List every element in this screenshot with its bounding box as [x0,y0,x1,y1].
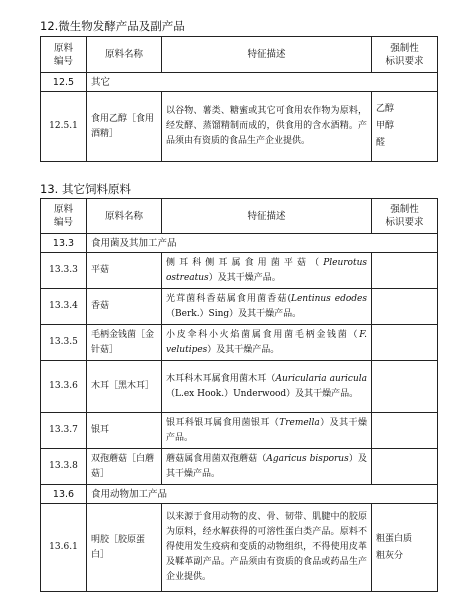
row-desc: 木耳科木耳属食用菌木耳（Auricularia auricula（L.ex Hook.）Underwood）及其干燥产品。 [162,361,372,413]
group-id: 13.6 [41,485,87,504]
row-req [372,253,438,289]
row-name: 木耳［黑木耳］ [87,361,162,413]
header-name: 原料名称 [87,199,162,234]
header-req: 强制性 标识要求 [372,199,438,234]
row-name: 银耳 [87,413,162,449]
table-row [41,504,438,592]
latin-name: F. velutipes [166,329,367,355]
table-row [41,92,438,162]
table-section-12 [40,36,438,162]
row-req [372,289,438,325]
header-req: 强制性 标识要求 [372,37,438,73]
header-id: 原料 编号 [41,199,87,234]
group-name: 食用菌及其加工产品 [87,234,438,253]
row-id: 13.3.6 [41,361,87,413]
table-row [41,361,438,413]
row-id: 13.6.1 [41,504,87,592]
section-13-title: 13. 其它饲料原料 [40,182,131,196]
latin-name: Auricularia auricula [275,373,367,384]
table-row [41,289,438,325]
row-id: 13.3.3 [41,253,87,289]
row-id: 13.3.7 [41,413,87,449]
header-desc: 特征描述 [162,199,372,234]
row-req [372,413,438,449]
group-row [41,73,438,92]
row-req: 粗蛋白质 粗灰分 [372,504,438,592]
group-row [41,234,438,253]
latin-name: Tremella [279,417,320,428]
row-desc: 光茸菌科香菇属食用菌香菇(Lentinus edodes（Berk.）Sing）及其干燥产品。 [162,289,372,325]
row-name: 毛柄金钱菌［金针菇］ [87,325,162,361]
latin-name: Agaricus bisporus [266,453,349,464]
table-row [41,413,438,449]
group-name: 其它 [87,73,438,92]
table-row [41,325,438,361]
row-desc: 侧耳科侧耳属食用菌平菇（Pleurotus ostreatus）及其干燥产品。 [162,253,372,289]
row-req [372,325,438,361]
group-row [41,485,438,504]
table-section-13 [40,198,438,592]
header-desc: 特征描述 [162,37,372,73]
row-desc: 蘑菇属食用菌双孢蘑菇（Agaricus bisporus）及其干燥产品。 [162,449,372,485]
section-12-title: 12.微生物发酵产品及副产品 [40,19,185,33]
row-desc: 以谷物、薯类、糖蜜或其它可食用农作物为原料，经发酵、蒸馏精制而成的，供食用的含水酒精。产品须由有资质的食品生产企业提供。 [162,92,372,162]
row-req [372,449,438,485]
row-desc: 小皮伞科小火焰菌属食用菌毛柄金钱菌（F. velutipes）及其干燥产品。 [162,325,372,361]
latin-name: Lentinus edodes [290,293,367,304]
row-desc: 银耳科银耳属食用菌银耳（Tremella）及其干燥产品。 [162,413,372,449]
row-name: 双孢蘑菇［白蘑菇］ [87,449,162,485]
row-req [372,361,438,413]
row-name: 明胶［胶原蛋白］ [87,504,162,592]
row-id: 13.3.4 [41,289,87,325]
row-name: 食用乙醇［食用酒精］ [87,92,162,162]
table-header-row [41,199,438,234]
row-name: 平菇 [87,253,162,289]
row-req: 乙醇 甲醇 醛 [372,92,438,162]
header-name: 原料名称 [87,37,162,73]
table-row [41,253,438,289]
header-id: 原料 编号 [41,37,87,73]
row-id: 13.3.5 [41,325,87,361]
row-id: 12.5.1 [41,92,87,162]
table-row [41,449,438,485]
row-name: 香菇 [87,289,162,325]
group-id: 13.3 [41,234,87,253]
group-id: 12.5 [41,73,87,92]
row-desc: 以来源于食用动物的皮、骨、韧带、肌腱中的胶原为原料，经水解获得的可溶性蛋白类产品。原料不得使用发生疫病和变质的动物组织，不得使用皮革及鞣革副产品。产品须由有资质的食品或药品生产企业提供。 [162,504,372,592]
table-header-row [41,37,438,73]
latin-name: Pleurotus ostreatus [166,257,367,283]
group-name: 食用动物加工产品 [87,485,438,504]
row-id: 13.3.8 [41,449,87,485]
